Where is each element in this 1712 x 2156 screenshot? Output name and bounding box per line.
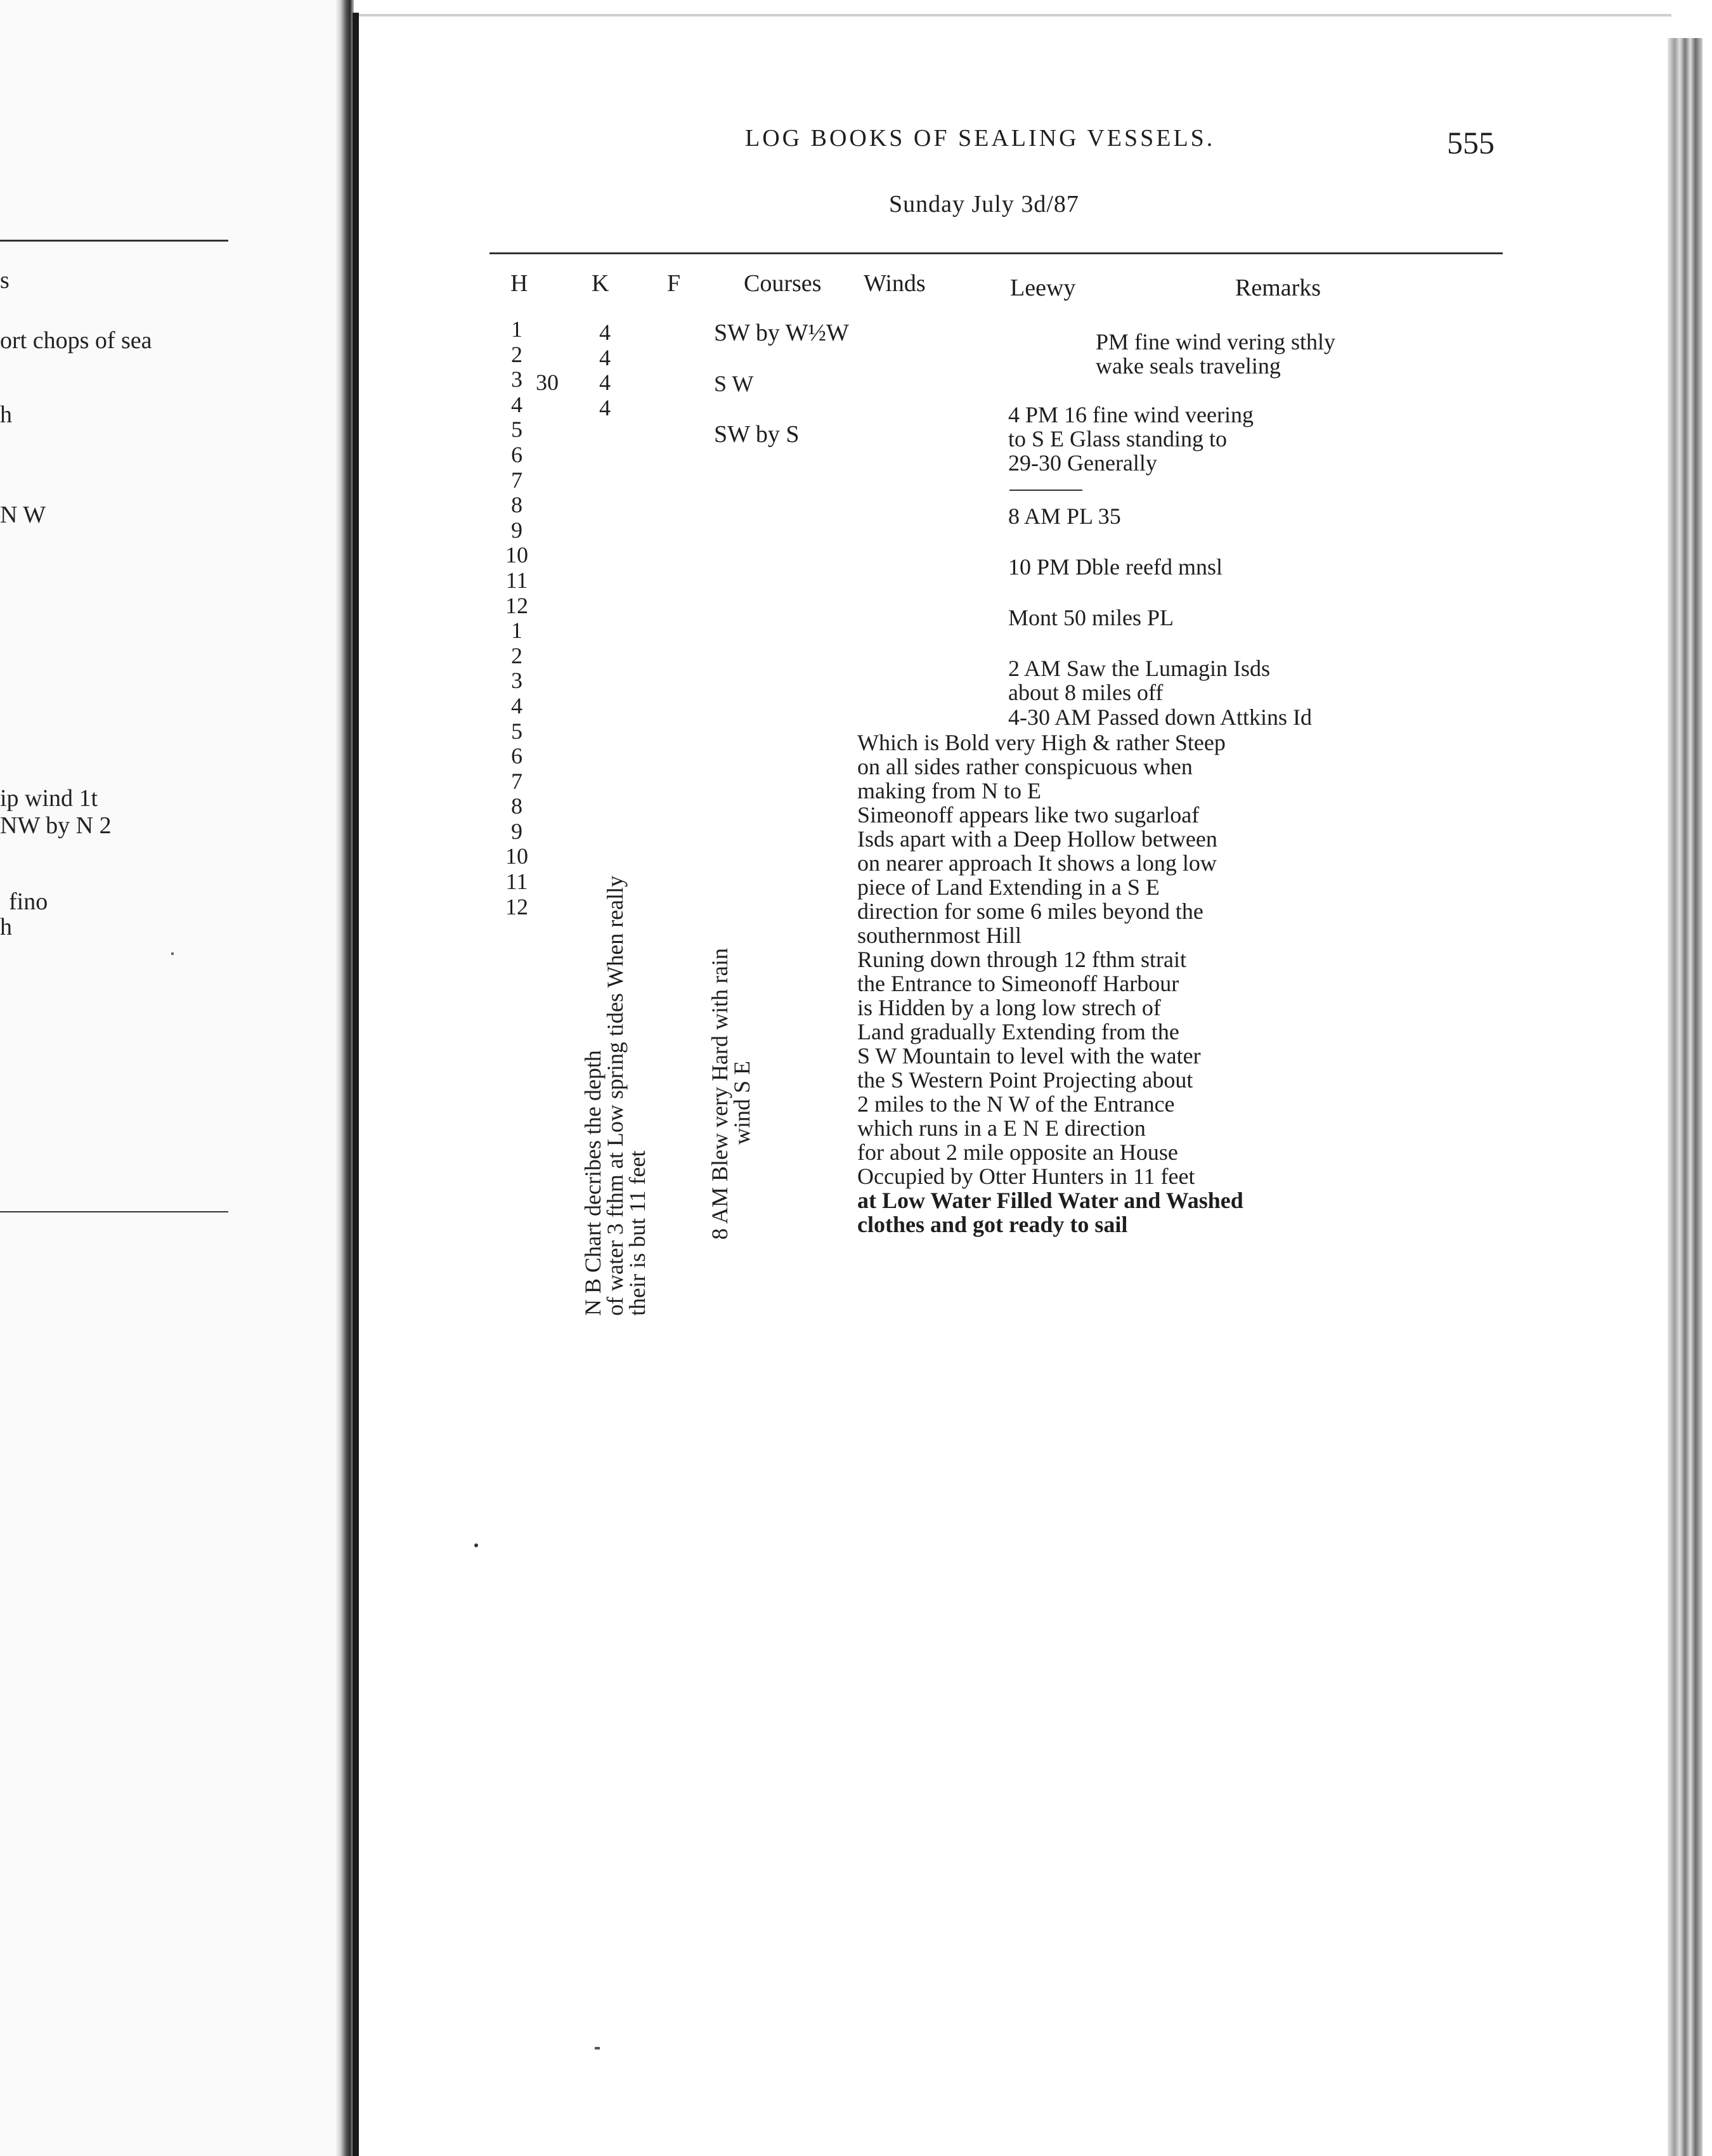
remark-line: on nearer approach It shows a long low	[857, 850, 1217, 876]
column-header-remarks: Remarks	[1235, 275, 1321, 301]
hour-cell: 10	[505, 843, 528, 869]
remark-line: which runs in a E N E direction	[857, 1115, 1146, 1141]
hours-column	[501, 317, 533, 919]
remark-line: Mont 50 miles PL	[1008, 605, 1174, 630]
hour-cell: 12	[505, 592, 528, 618]
hour-cell: 9	[511, 818, 522, 844]
chart-note-line: their is but 11 feet	[625, 1150, 650, 1316]
hour-cell: 1	[511, 618, 522, 644]
hour-cell: 8	[511, 492, 522, 518]
hour-cell: 11	[505, 869, 528, 895]
left-fragment: s	[0, 267, 10, 294]
hour-cell: 5	[511, 417, 522, 443]
weather-note	[709, 948, 753, 1240]
remark-line: Runing down through 12 fthm strait	[857, 947, 1186, 972]
gutter-binding	[353, 13, 359, 2156]
course-cell: SW by W½W	[714, 320, 849, 346]
hour-cell: 7	[511, 467, 522, 493]
weather-note-line: 8 AM Blew very Hard with rain	[707, 948, 732, 1240]
column-header-courses: Courses	[744, 270, 822, 297]
hour-cell: 6	[511, 441, 522, 467]
hour-cell: 2	[511, 642, 522, 668]
remark-line: PM fine wind vering sthly	[1096, 329, 1335, 354]
remark-line: 10 PM Dble reefd mnsl	[1008, 554, 1222, 580]
remark-line: S W Mountain to level with the water	[857, 1043, 1201, 1068]
left-fragment: h	[0, 401, 12, 428]
remark-line: about 8 miles off	[1008, 680, 1164, 705]
book-gutter	[335, 0, 354, 2156]
hour-cell: 4	[511, 692, 522, 718]
remarks-long-block	[857, 731, 1491, 1237]
remark-line: at Low Water Filled Water and Washed	[857, 1188, 1243, 1213]
print-speck	[595, 2047, 600, 2049]
remark-line: 29-30 Generally	[1008, 450, 1157, 476]
weather-note-line: wind S E	[729, 1060, 755, 1145]
hour-cell: 8	[511, 793, 522, 819]
hour-cell: 3	[511, 668, 522, 694]
knots-cell: 4	[599, 395, 611, 420]
chart-note-line: of water 3 fthm at Low spring tides When really	[602, 875, 628, 1316]
left-bottom-rule	[0, 1211, 228, 1212]
hour-cell: 2	[511, 341, 522, 367]
chart-depth-note	[582, 876, 649, 1316]
column-header-k: K	[592, 270, 609, 297]
left-fragment: fino	[9, 888, 48, 915]
print-speck	[474, 1543, 478, 1547]
header-rule	[490, 252, 1503, 254]
left-fragment: ip wind 1t	[0, 785, 98, 812]
hour-cell: 11	[505, 567, 528, 593]
column-header-winds: Winds	[864, 270, 926, 297]
remark-line: for about 2 mile opposite an House	[857, 1140, 1178, 1165]
page-stack-edge	[1668, 38, 1702, 2156]
remark-line: Which is Bold very High & rather Steep	[857, 730, 1226, 755]
hour-cell: 6	[511, 743, 522, 769]
hour-cell: 10	[505, 542, 528, 568]
column-header-f: F	[667, 270, 681, 297]
column-header-h: H	[510, 270, 528, 297]
remark-line: 4 PM 16 fine wind veering	[1008, 402, 1254, 427]
remark-line: to S E Glass standing to	[1008, 426, 1228, 451]
hour-cell: 12	[505, 893, 528, 919]
remark-divider	[1009, 490, 1082, 491]
k-extra-value: 30	[536, 370, 559, 395]
remark-line: 2 miles to the N W of the Entrance	[857, 1091, 1175, 1117]
left-top-rule	[0, 240, 228, 242]
remark-line: 4-30 AM Passed down Attkins Id	[1008, 705, 1313, 730]
remark-line: on all sides rather conspicuous when	[857, 754, 1193, 779]
remark-line: Land gradually Extending from the	[857, 1019, 1179, 1044]
remark-line: southernmost Hill	[857, 923, 1021, 948]
remark-line: the Entrance to Simeonoff Harbour	[857, 971, 1179, 996]
remark-line: clothes and got ready to sail	[857, 1212, 1128, 1237]
remark-line: is Hidden by a long low strech of	[857, 995, 1161, 1020]
column-header-leewy: Leewy	[1010, 275, 1076, 301]
hour-cell: 5	[511, 718, 522, 744]
remark-line: 8 AM PL 35	[1008, 503, 1121, 529]
left-fragment: ort chops of sea	[0, 327, 152, 354]
chart-note-line: N B Chart decribes the depth	[580, 1050, 606, 1316]
remark-line: Occupied by Otter Hunters in 11 feet	[857, 1164, 1195, 1189]
left-fragment: h	[0, 914, 12, 940]
left-facing-page	[0, 0, 336, 2156]
hour-cell: 9	[511, 517, 522, 543]
page-number: 555	[1447, 125, 1495, 160]
running-title: LOG BOOKS OF SEALING VESSELS.	[745, 125, 1216, 152]
hour-cell: 4	[511, 391, 522, 417]
remark-line: piece of Land Extending in a S E	[857, 874, 1160, 900]
remark-line: making from N to E	[857, 778, 1041, 803]
knots-cell: 4	[599, 370, 611, 395]
course-cell: SW by S	[714, 421, 800, 448]
knots-cell: 4	[599, 320, 611, 345]
left-fragment: NW by N 2	[0, 812, 112, 839]
remark-line: Isds apart with a Deep Hollow between	[857, 826, 1217, 852]
remark-line: the S Western Point Projecting about	[857, 1067, 1193, 1093]
remark-line: direction for some 6 miles beyond the	[857, 899, 1203, 924]
knots-cell: 4	[599, 345, 611, 370]
hour-cell: 7	[511, 768, 522, 794]
left-fragment: N W	[0, 502, 46, 528]
remark-line: Simeonoff appears like two sugarloaf	[857, 802, 1200, 828]
course-cell: S W	[714, 371, 754, 396]
log-date: Sunday July 3d/87	[889, 191, 1079, 218]
print-speck	[171, 952, 174, 955]
hour-cell: 3	[511, 367, 522, 393]
remark-line: 2 AM Saw the Lumagin Isds	[1008, 656, 1270, 681]
hour-cell: 1	[511, 316, 522, 342]
remark-line: wake seals traveling	[1096, 353, 1281, 379]
page-top-edge	[359, 14, 1671, 16]
